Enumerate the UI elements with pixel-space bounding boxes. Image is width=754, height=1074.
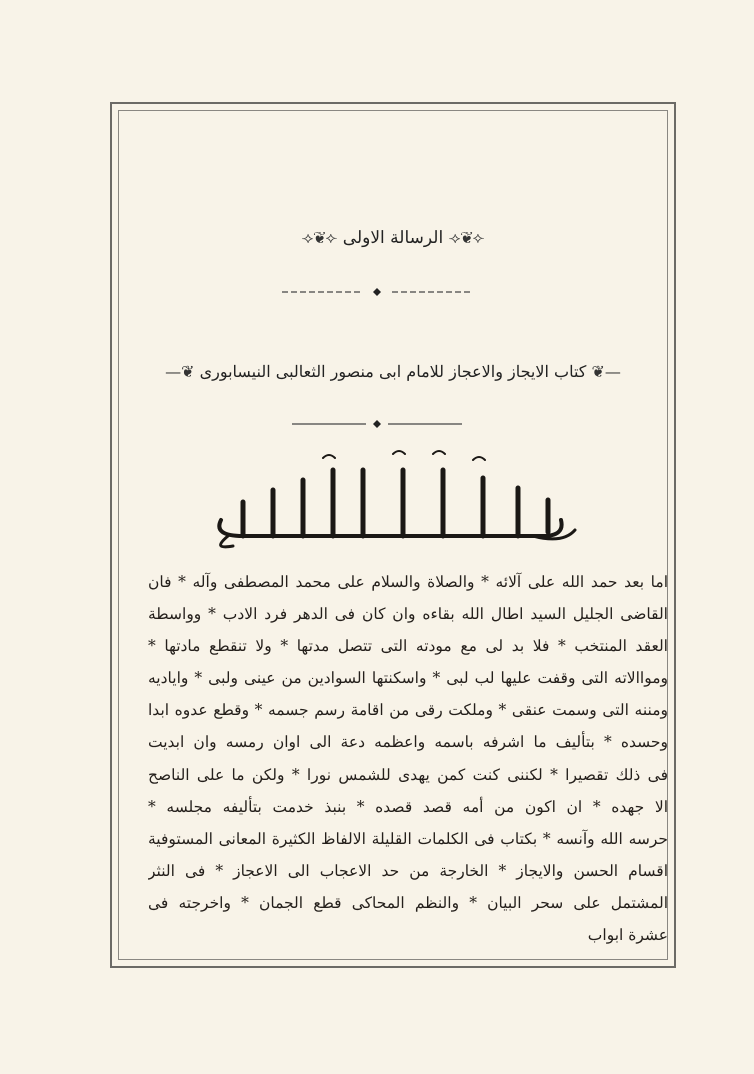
book-title: كتاب الايجاز والاعجاز للامام ابى منصور الثعالبى النيسابورى xyxy=(199,362,587,381)
body-line: العقد المنتخب * فلا بد لى مع مودته التى تتصل مدتها * ولا تنقطع مادتها * xyxy=(148,637,668,656)
divider xyxy=(0,418,754,430)
basmala-icon xyxy=(203,440,583,550)
basmala-calligraphy xyxy=(118,440,668,554)
body-line: فى ذلك تقصيرا * لكننى كنت كمن يهدى للشمس نورا * ولكن ما على الناصح xyxy=(148,765,668,784)
body-line: حرسه الله وآنسه * بكتاب فى الكلمات القليلة الالفاظ الكثيرة المعانى المستوفية xyxy=(148,829,668,848)
body-line: وحسده * بتأليف ما اشرفه باسمه واعظمه دعة الى اوان رمسه وان ابديت xyxy=(148,733,668,752)
ornament-icon: ❦— xyxy=(165,362,195,381)
chapter-heading xyxy=(118,228,668,248)
ornament-icon: ⟢❦⟣ xyxy=(448,228,485,247)
body-line: اقسام الحسن والايجاز * الخارجة من حد الاعجاب الى الاعجاز * فى النثر xyxy=(148,861,668,880)
book-heading xyxy=(118,362,668,381)
body-line: عشرة ابواب xyxy=(587,926,668,945)
ornament-icon: ⟢❦⟣ xyxy=(301,228,338,247)
body-line: اما بعد حمد الله على آلائه * والصلاة والسلام على محمد المصطفى وآله * فان xyxy=(148,573,668,591)
body-line: القاضى الجليل السيد اطال الله بقاءه وان كان فى الدهر فرد الادب * وواسطة xyxy=(148,605,668,624)
body-text xyxy=(148,566,668,951)
chapter-title: الرسالة الاولى xyxy=(342,228,444,248)
body-line: ومننه التى وسمت عنقى * وملكت رقى من اقامة رسم جسمه * وقطع عدوه ابدا xyxy=(148,701,668,720)
body-line: الا جهده * ان اكون من أمه قصد قصده * بنبذ خدمت بتأليفه مجلسه * xyxy=(148,797,668,816)
body-line: ومواالاته التى وقفت عليها لب لبى * واسكنتها السوادين من عينى ولبى * واياديه xyxy=(148,669,668,688)
body-line: المشتمل على سحر البيان * والنظم المحاكى قطع الجمان * واخرجته فى xyxy=(148,893,668,912)
ornament-icon: —❦ xyxy=(591,362,621,381)
divider xyxy=(0,286,754,298)
